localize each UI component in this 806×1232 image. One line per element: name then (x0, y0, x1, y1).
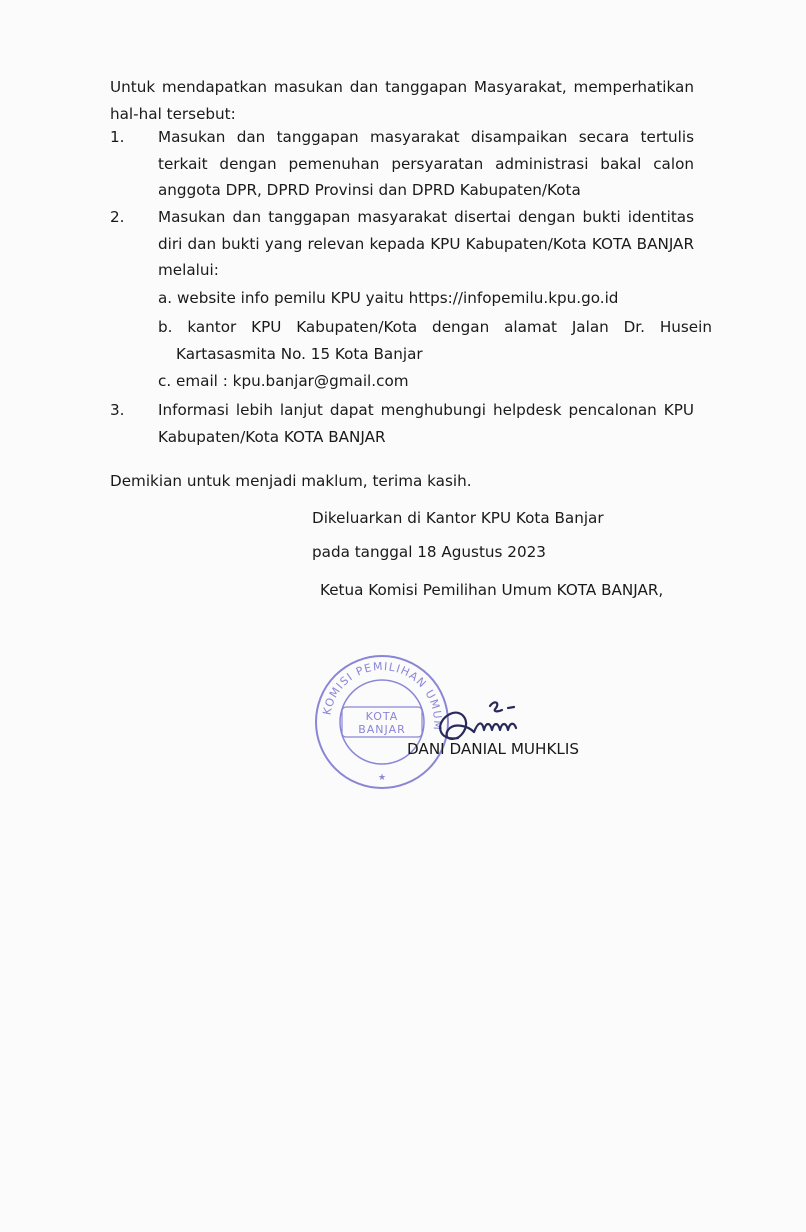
list-number: 3. (110, 401, 125, 419)
stamp-line1: KOTA (365, 710, 399, 723)
closing-statement: Demikian untuk menjadi maklum, terima kasih. (110, 472, 472, 490)
signer-name: DANI DANIAL MUHKLIS (407, 740, 580, 758)
signature-stroke (508, 707, 514, 708)
subitem-website: a. website info pemilu KPU yaitu https://infopemilu.kpu.go.id (158, 289, 619, 307)
stamp-line2: BANJAR (358, 723, 406, 736)
star-icon: ★ (377, 773, 387, 783)
signature-stroke (474, 723, 516, 732)
subitem-email: c. email : kpu.banjar@gmail.com (158, 372, 409, 390)
list-text: Masukan dan tanggapan masyarakat disampaikan secara tertulis terkait dengan pemenuhan persyaratan administrasi bakal calon anggota DPR, DPRD Provinsi dan DPRD Kabupaten/Kota (158, 128, 694, 199)
list-item-2 (110, 204, 694, 284)
list-text: Informasi lebih lanjut dapat menghubungi helpdesk pencalonan KPU Kabupaten/Kota KOTA BANJAR (158, 401, 694, 446)
subitem-office: b. kantor KPU Kabupaten/Kota dengan alamat Jalan Dr. Husein Kartasasmita No. 15 Kota Banjar (158, 318, 712, 363)
list-text: Masukan dan tanggapan masyarakat disertai dengan bukti identitas diri dan bukti yang relevan kepada KPU Kabupaten/Kota KOTA BANJAR melalui: (158, 208, 694, 279)
issued-place: Dikeluarkan di Kantor KPU Kota Banjar (312, 509, 604, 527)
stamp-ring-text: KOMISI PEMILIHAN UMUM (320, 659, 445, 732)
signature-stroke (490, 702, 502, 711)
intro-paragraph: Untuk mendapatkan masukan dan tanggapan Masyarakat, memperhatikan hal-hal tersebut: (110, 78, 694, 123)
list-item-1 (110, 124, 694, 204)
issued-date: pada tanggal 18 Agustus 2023 (312, 543, 546, 561)
list-item-3 (110, 397, 694, 450)
list-number: 1. (110, 128, 125, 146)
signer-title: Ketua Komisi Pemilihan Umum KOTA BANJAR, (320, 581, 664, 599)
signature-stroke (440, 713, 474, 739)
list-number: 2. (110, 208, 125, 226)
